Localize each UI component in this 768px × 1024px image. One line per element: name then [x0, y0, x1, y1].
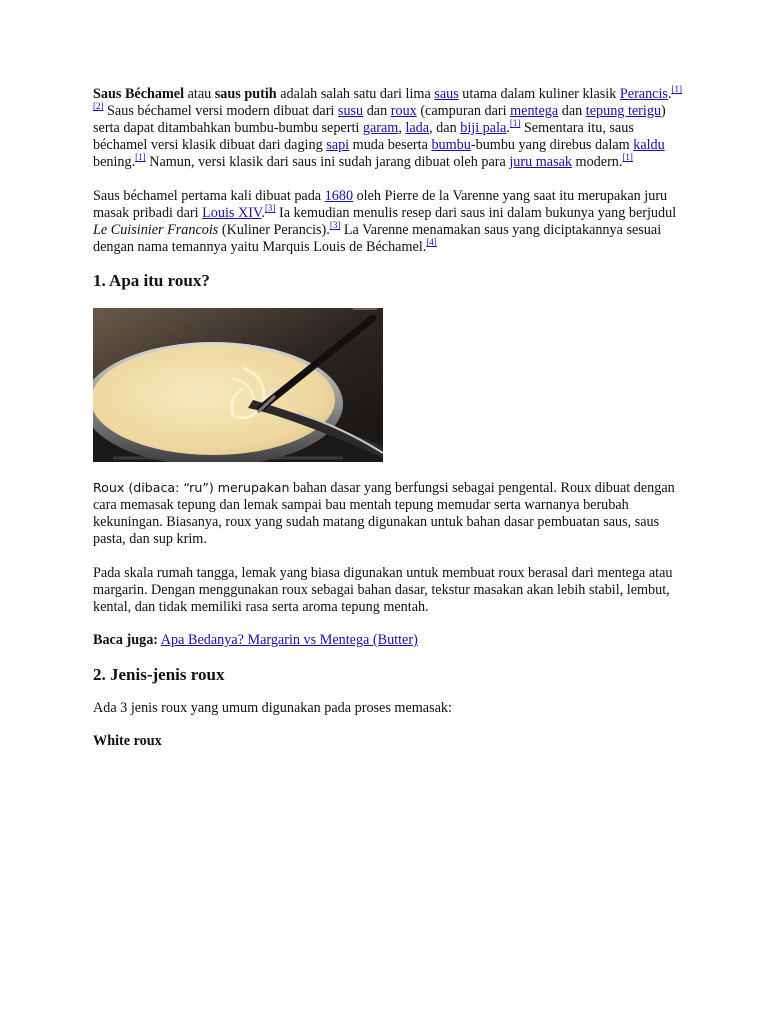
- text: ,: [398, 120, 406, 136]
- citation-link[interactable]: [3]: [264, 203, 276, 213]
- article: [93, 86, 683, 750]
- text: -bumbu yang direbus dalam: [470, 137, 634, 153]
- link-tepung-terigu[interactable]: tepung terigu: [585, 103, 662, 119]
- subheading-text: White roux: [93, 733, 162, 749]
- link-susu[interactable]: susu: [337, 103, 364, 119]
- link-sapi[interactable]: sapi: [326, 137, 350, 153]
- history-paragraph: [93, 188, 683, 256]
- roux-definition-paragraph: [93, 479, 683, 548]
- link-bumbu[interactable]: bumbu: [431, 137, 471, 153]
- link-roux[interactable]: roux: [390, 103, 417, 119]
- citation-link[interactable]: [2]: [93, 101, 104, 111]
- text: .: [506, 120, 510, 136]
- text: muda beserta: [349, 137, 432, 153]
- text: .: [261, 205, 265, 221]
- citation-link[interactable]: [1]: [135, 152, 146, 162]
- read-also: [93, 632, 683, 649]
- text: Namun, versi klasik dari saus ini sudah jarang dibuat oleh para: [145, 154, 510, 170]
- book-title: Le Cuisinier Francois: [93, 222, 219, 238]
- types-intro-paragraph: Ada 3 jenis roux yang umum digunakan pada proses memasak:: [93, 700, 452, 716]
- text: Saus béchamel versi modern dibuat dari: [103, 103, 338, 119]
- link-perancis[interactable]: Perancis: [619, 86, 668, 102]
- text: ) serta dapat ditambahkan bumbu-bumbu seperti: [93, 103, 666, 136]
- citation-link[interactable]: [3]: [329, 220, 341, 230]
- household-fat-paragraph: Pada skala rumah tangga, lemak yang biasa digunakan untuk membuat roux berasal dari mentega atau margarin. Dengan menggunakan roux sebagai bahan dasar, tekstur masakan akan lebih stabil, lembut, kental, dan tidak memiliki rasa serta aroma tepung mentah.: [93, 565, 673, 615]
- citation-link[interactable]: [1]: [622, 152, 633, 162]
- text: modern.: [572, 154, 623, 170]
- link-lada[interactable]: lada: [405, 120, 430, 136]
- text: dan: [558, 103, 586, 119]
- section-heading-types: 2. Jenis-jenis roux: [93, 665, 225, 684]
- citation-link[interactable]: [1]: [509, 118, 521, 128]
- text: La Varenne menamakan saus yang diciptakannya sesuai dengan nama temannya yaitu Marquis Louis de Béchamel.: [93, 222, 662, 255]
- text: (Kuliner Perancis).: [218, 222, 330, 238]
- link-saus[interactable]: saus: [434, 86, 459, 102]
- text: oleh Pierre de la Varenne yang saat itu merupakan juru masak pribadi dari: [93, 188, 668, 221]
- section-heading-roux: 1. Apa itu roux?: [93, 271, 210, 290]
- citation-link[interactable]: [4]: [426, 237, 437, 247]
- link-juru-masak[interactable]: juru masak: [509, 154, 572, 170]
- read-also-link[interactable]: Apa Bedanya? Margarin vs Mentega (Butter): [160, 632, 418, 648]
- text: dan: [363, 103, 391, 119]
- text: Saus béchamel pertama kali dibuat pada: [93, 188, 325, 204]
- link-louis-xiv[interactable]: Louis XIV: [202, 205, 262, 221]
- white-roux-subheading: [93, 733, 683, 750]
- link-biji-pala[interactable]: biji pala: [460, 120, 507, 136]
- text: atau: [184, 86, 215, 102]
- text: Sementara itu, saus béchamel versi klasik dibuat dari daging: [93, 120, 634, 153]
- link-1680[interactable]: 1680: [324, 188, 354, 204]
- citation-link[interactable]: [1]: [671, 84, 682, 94]
- text: adalah salah satu dari lima: [276, 86, 435, 102]
- text: Ia kemudian menulis resep dari saus ini dalam bukunya yang berjudul: [275, 205, 677, 221]
- intro-paragraph: [93, 86, 683, 171]
- link-kaldu[interactable]: kaldu: [633, 137, 665, 153]
- text: (campuran dari: [416, 103, 511, 119]
- link-mentega[interactable]: mentega: [510, 103, 559, 119]
- text: utama dalam kuliner klasik: [458, 86, 620, 102]
- roux-pronunciation: Roux (dibaca: “ru”) merupakan: [93, 480, 290, 495]
- link-garam[interactable]: garam: [362, 120, 399, 136]
- term-saus-bechamel: Saus Béchamel: [93, 86, 185, 102]
- saucepan-roux-photo: [93, 308, 383, 462]
- text: bahan dasar yang berfungsi sebagai pengental. Roux dibuat dengan cara memasak tepung dan lemak sampai bau mentah tepung memudar serta warnanya berubah kekuningan. Biasanya, roux yang sudah matang digunakan untuk bahan dasar pembuatan saus, saus pasta, dan sup krim.: [93, 480, 675, 547]
- read-also-label: Baca juga:: [93, 632, 159, 648]
- saucepan-illustration: [93, 308, 383, 462]
- term-saus-putih: saus putih: [214, 86, 277, 102]
- text: bening.: [93, 154, 136, 170]
- text: , dan: [429, 120, 461, 136]
- text: .: [667, 86, 672, 102]
